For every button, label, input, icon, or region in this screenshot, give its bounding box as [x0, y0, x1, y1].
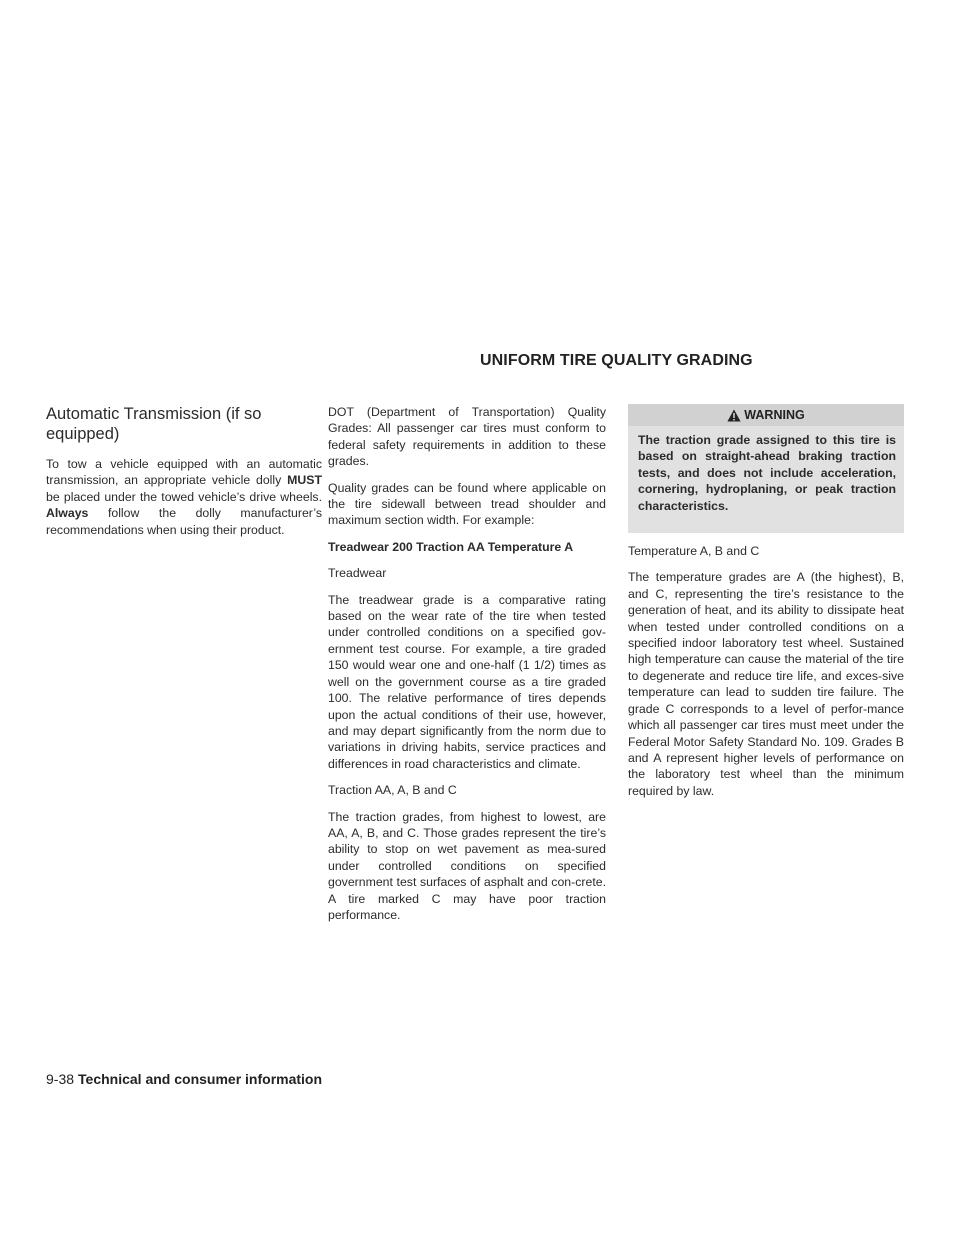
- subtopic-label: Traction AA, A, B and C: [328, 783, 457, 798]
- section-title: UNIFORM TIRE QUALITY GRADING: [480, 352, 753, 369]
- page-footer: [46, 1071, 322, 1087]
- paragraph: The traction grades, from highest to lowest, are AA, A, B, and C. Those grades represent the tire’s ability to stop on wet pavement as mea-sured under controlled conditions on specified government test surfaces of asphalt and con-crete. A tire marked C may have poor traction performance.: [328, 809, 606, 922]
- emphasis-must: MUST: [287, 473, 322, 488]
- chapter-title: Technical and consumer information: [78, 1071, 323, 1087]
- emphasis-always: Always: [46, 506, 89, 521]
- warning-triangle-icon: [727, 409, 741, 422]
- subtopic-label: Temperature A, B and C: [628, 544, 760, 559]
- page-number: 9-38: [46, 1071, 75, 1087]
- paragraph: The temperature grades are A (the highest), B, and C, representing the tire’s resistance to the generation of heat, and its ability to dissipate heat when tested under controlled conditions on a specified indoor laboratory test wheel. Sustained high temperature can cause the material of the tire to degenerate and reduce tire life, and exces-sive temperature can lead to sudden tire failure. The grade C corresponds to a level of perfor-mance which all passenger car tires must meet under the Federal Motor Safety Standard No. 109. Grades B and A represent higher levels of performance on the laboratory test wheel than the minimum required by law.: [628, 570, 904, 798]
- paragraph: Quality grades can be found where applicable on the tire sidewall between tread shoulder and maximum section width. For example:: [328, 480, 606, 528]
- warning-label: WARNING: [744, 407, 805, 422]
- paragraph: The treadwear grade is a comparative rating based on the wear rate of the tire when tested under controlled conditions on a specified gov-ernment test course. For example, a tire graded 150 would wear one and one-half (1 1/2) times as well on the government course as a tire graded 100. The relative performance of tires depends upon the actual conditions of their use, however, and may depart significantly from the norm due to variations in driving habits, service practices and differences in road characteristics and climate.: [328, 592, 606, 771]
- text-run: To tow a vehicle equipped with an automatic transmission, an appropriate vehicle dolly: [46, 457, 322, 488]
- warning-box: [628, 404, 904, 533]
- warning-text: The traction grade assigned to this tire is based on straight-ahead braking traction tests, and does not include acceleration, cornering, hydroplaning, or peak traction characteristics.: [638, 433, 896, 513]
- warning-header: [628, 404, 904, 426]
- column-right: [628, 404, 904, 809]
- text-run: be placed under the towed vehicle’s drive wheels.: [46, 489, 322, 504]
- paragraph: DOT (Department of Transportation) Quality Grades: All passenger car tires must conform to federal safety requirements in addition to these grades.: [328, 405, 606, 469]
- towing-paragraph: [46, 456, 322, 538]
- column-left: [46, 404, 322, 548]
- example-grade: Treadwear 200 Traction AA Temperature A: [328, 539, 574, 554]
- subtopic-label: Treadwear: [328, 566, 387, 581]
- text-run: follow the dolly manufacturer’s recommendations when using their product.: [46, 506, 322, 537]
- column-middle: [328, 404, 606, 933]
- subsection-heading: Automatic Transmission (if so equipped): [46, 405, 262, 443]
